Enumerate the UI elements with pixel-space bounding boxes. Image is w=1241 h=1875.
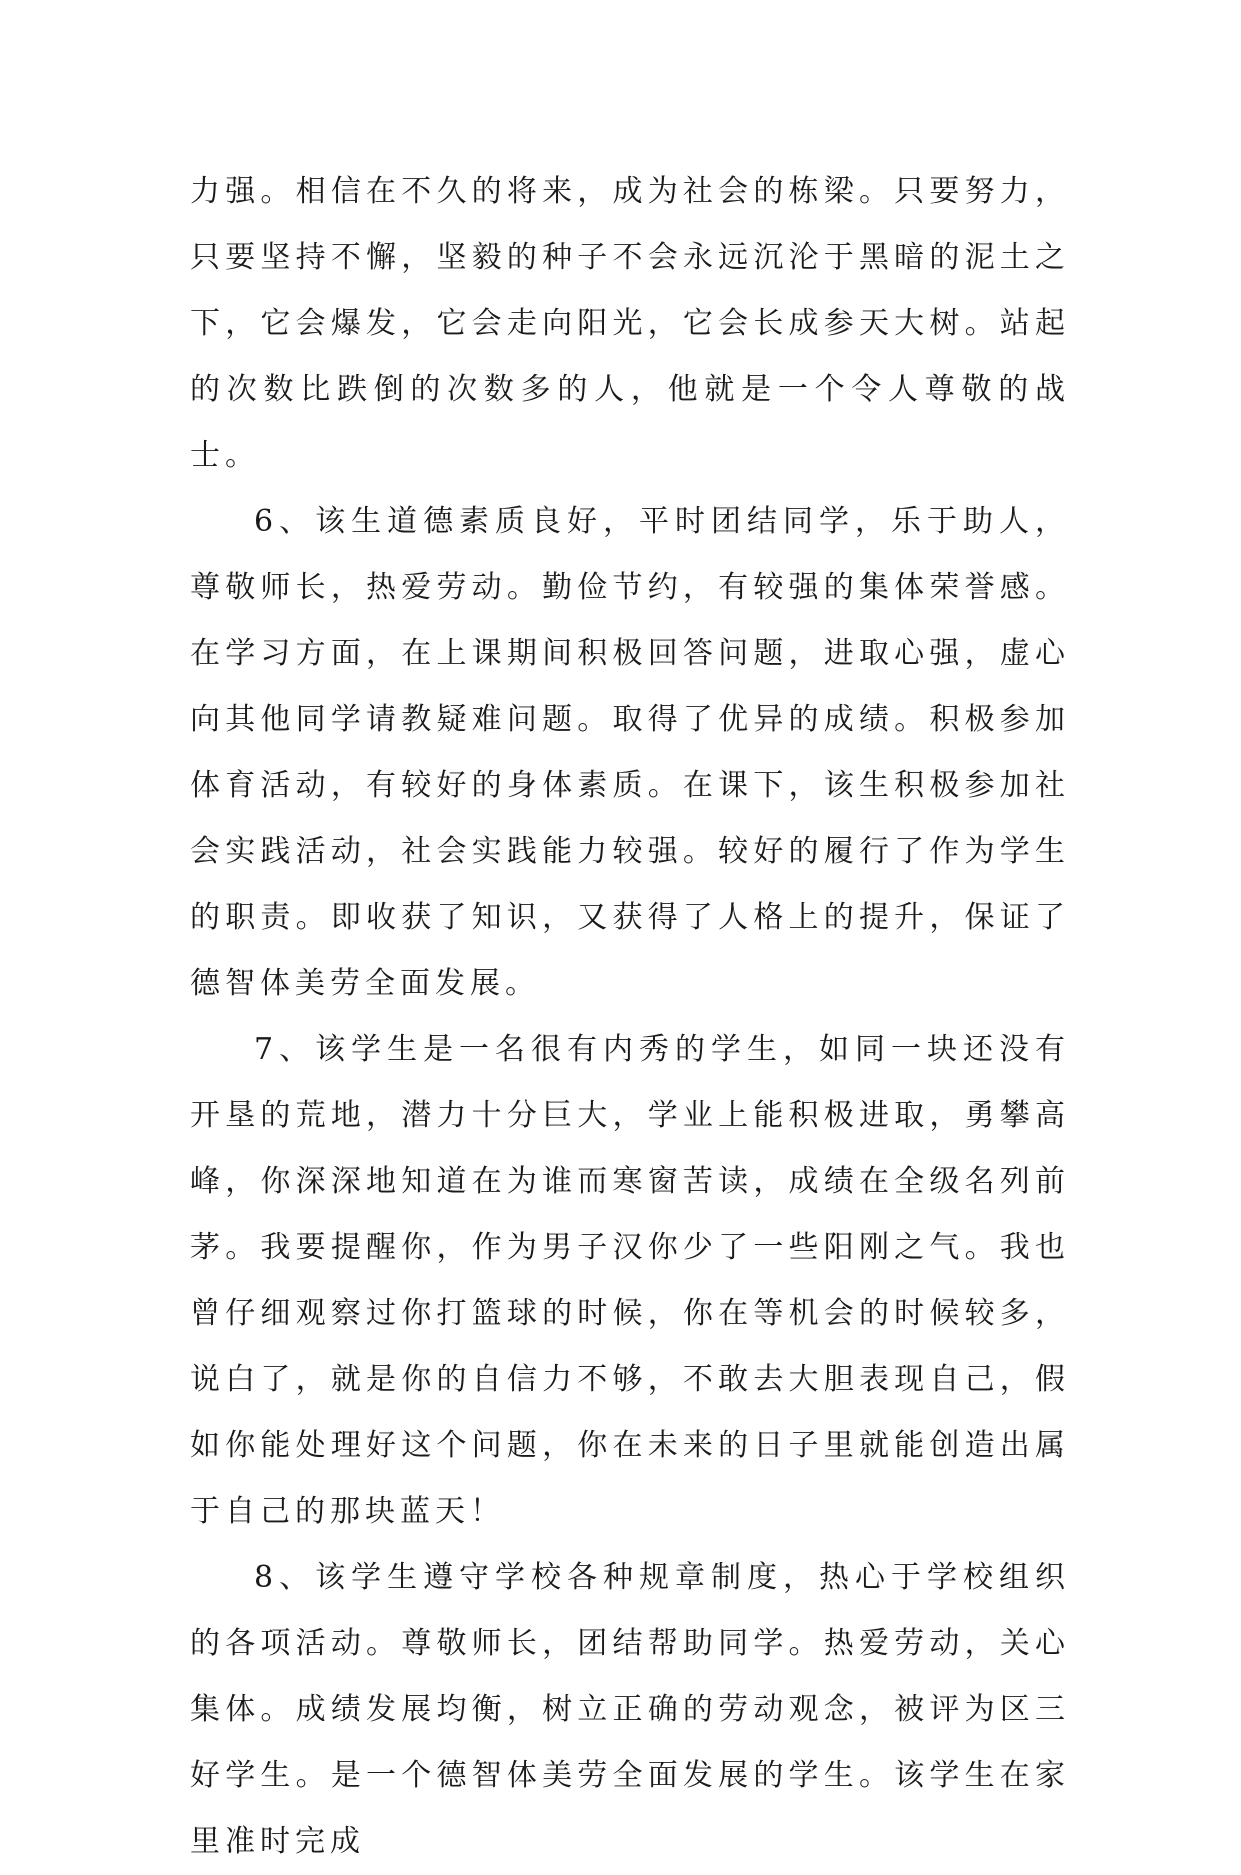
- paragraph-item-8: 8、该学生遵守学校各种规章制度，热心于学校组织的各项活动。尊敬师长，团结帮助同学。热爱劳动，关心集体。成绩发展均衡，树立正确的劳动观念，被评为区三好学生。是一个德智体美劳全面发展的学生。该学生在家里准时完成: [190, 1560, 1070, 1859]
- paragraph-continued: 力强。相信在不久的将来，成为社会的栋梁。只要努力，只要坚持不懈，坚毅的种子不会永远沉沦于黑暗的泥土之下，它会爆发，它会走向阳光，它会长成参天大树。站起的次数比跌倒的次数多的人，他就是一个令人尊敬的战士。: [190, 174, 1070, 473]
- paragraph-item-6: 6、该生道德素质良好，平时团结同学，乐于助人，尊敬师长，热爱劳动。勤俭节约，有较强的集体荣誉感。在学习方面，在上课期间积极回答问题，进取心强，虚心向其他同学请教疑难问题。取得了优异的成绩。积极参加体育活动，有较好的身体素质。在课下，该生积极参加社会实践活动，社会实践能力较强。较好的履行了作为学生的职责。即收获了知识，又获得了人格上的提升，保证了德智体美劳全面发展。: [190, 504, 1070, 1001]
- paragraph-item-7: 7、该学生是一名很有内秀的学生，如同一块还没有开垦的荒地，潜力十分巨大，学业上能积极进取，勇攀高峰，你深深地知道在为谁而寒窗苦读，成绩在全级名列前茅。我要提醒你，作为男子汉你少了一些阳刚之气。我也曾仔细观察过你打篮球的时候，你在等机会的时候较多，说白了，就是你的自信力不够，不敢去大胆表现自己，假如你能处理好这个问题，你在未来的日子里就能创造出属于自己的那块蓝天！: [190, 1032, 1070, 1529]
- document-body: [190, 159, 1070, 1875]
